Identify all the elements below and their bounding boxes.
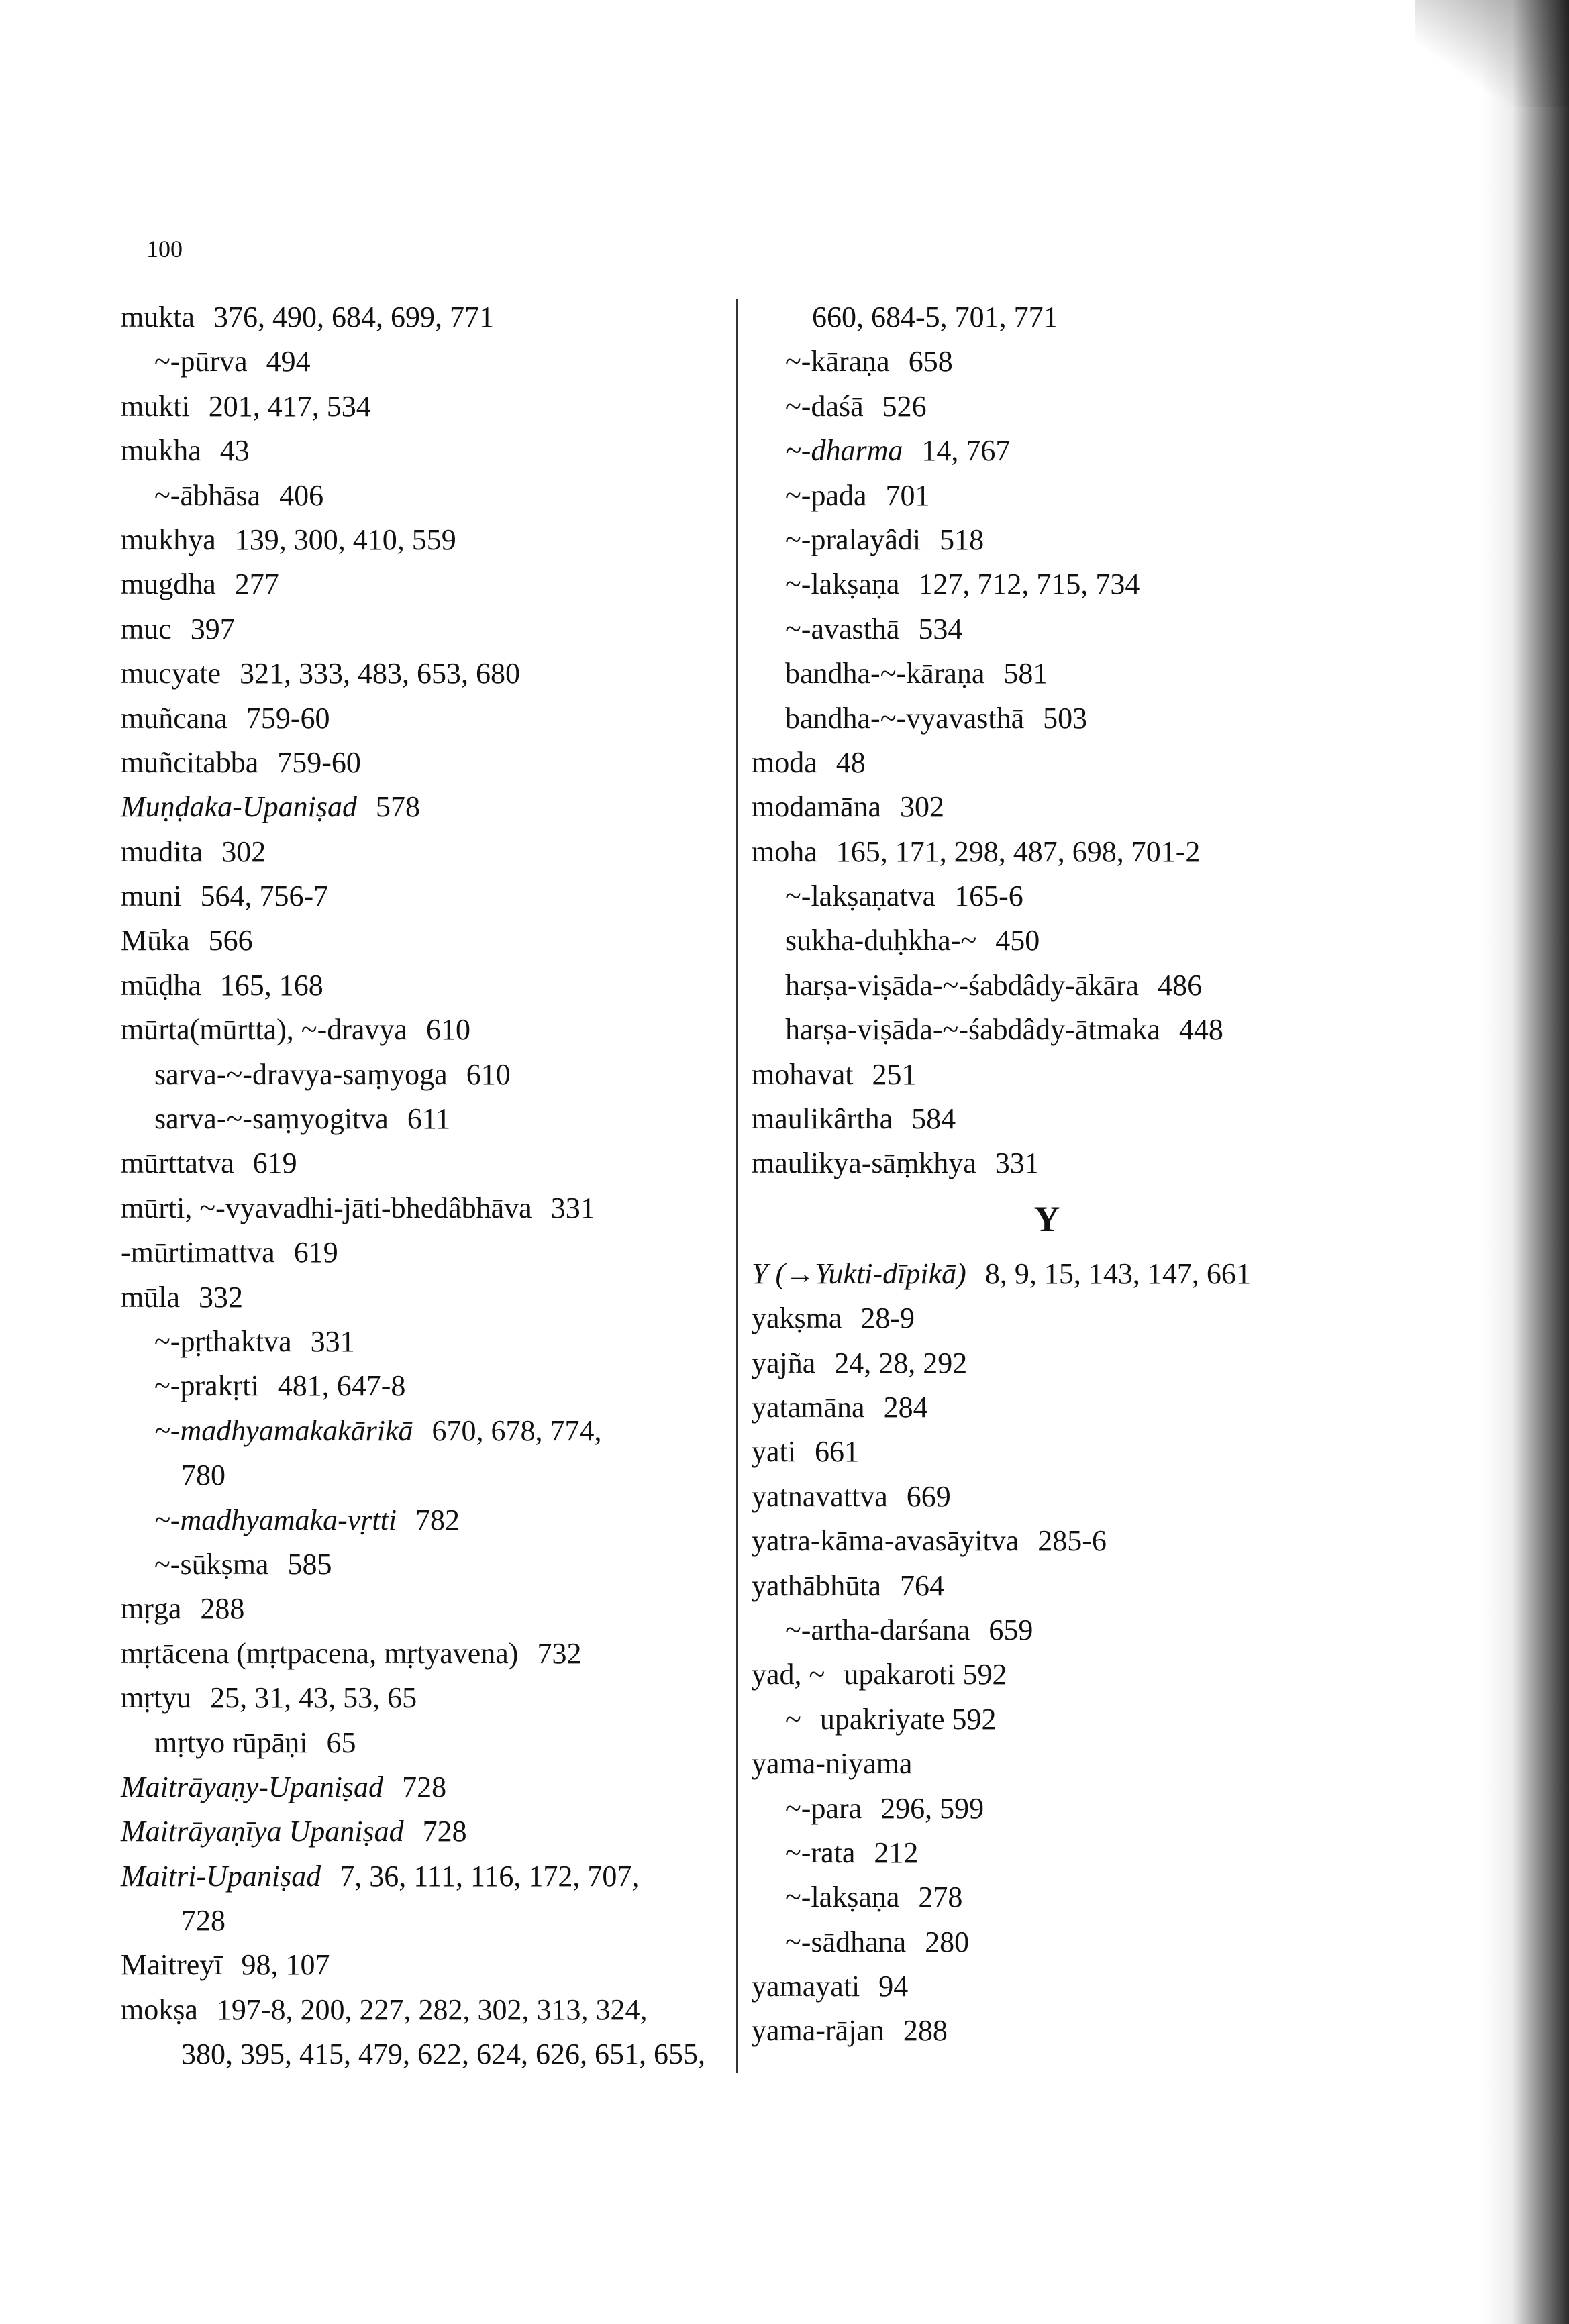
page-refs: 48 <box>836 745 866 779</box>
page-refs: 302 <box>900 790 945 824</box>
page-refs: 376, 490, 684, 699, 771 <box>213 301 494 333</box>
page-refs: 25, 31, 43, 53, 65 <box>210 1681 417 1715</box>
index-term: mūrti, ~-vyavadhi-jāti-bhedâbhāva <box>121 1191 532 1224</box>
index-entry <box>121 429 731 473</box>
index-term: Y (→Yukti-dīpikā) <box>752 1257 966 1290</box>
index-entry <box>752 474 1342 518</box>
page-refs: 397 <box>190 612 235 645</box>
index-entry <box>121 1721 731 1765</box>
index-term: -mūrtimattva <box>121 1236 275 1269</box>
index-term: ~-para <box>785 1791 862 1825</box>
page-refs: 331 <box>995 1147 1040 1180</box>
index-entry <box>752 918 1342 963</box>
index-term: ~-madhyamaka-vṛtti <box>154 1503 397 1536</box>
index-entry <box>121 741 731 785</box>
index-entry <box>121 518 731 562</box>
index-term: ~-pṛthaktva <box>154 1324 292 1358</box>
index-term: ~-rata <box>785 1836 856 1869</box>
index-entry <box>752 1296 1342 1340</box>
index-term: Maitri-Upaniṣad <box>121 1859 321 1893</box>
page-refs: 578 <box>375 790 420 824</box>
index-term: ~-sādhana <box>785 1925 907 1958</box>
index-entry <box>121 1453 731 1497</box>
index-term: mucyate <box>121 657 221 690</box>
index-entry <box>752 1608 1342 1652</box>
index-entry <box>121 295 731 339</box>
index-entry <box>121 1765 731 1809</box>
index-entry <box>121 2032 731 2076</box>
page-refs: 526 <box>882 389 927 423</box>
index-term: yakṣma <box>752 1302 842 1335</box>
page-refs: 566 <box>208 924 253 957</box>
left-column <box>121 295 731 2077</box>
index-entry <box>121 562 731 606</box>
section-heading: Y <box>1033 1198 1060 1239</box>
index-term: mukti <box>121 389 190 423</box>
index-entry <box>752 1564 1342 1608</box>
page-refs: 331 <box>550 1191 595 1224</box>
index-term: mṛtācena (mṛtpacena, mṛtyavena) <box>121 1636 519 1670</box>
index-term: mudita <box>121 835 203 868</box>
index-entry <box>752 963 1342 1008</box>
index-term: mokṣa <box>121 1993 198 2026</box>
index-term: sarva-~-dravya-saṃyoga <box>154 1057 448 1091</box>
index-entry <box>121 1542 731 1587</box>
index-term: ~-sūkṣma <box>154 1547 269 1581</box>
page-refs: 201, 417, 534 <box>208 389 371 423</box>
index-entry <box>121 1320 731 1364</box>
column-divider <box>736 299 738 2073</box>
index-entry <box>752 562 1342 606</box>
index-entry <box>121 1988 731 2032</box>
index-entry <box>752 830 1342 874</box>
index-term: mṛtyu <box>121 1681 192 1715</box>
page-refs: 619 <box>252 1147 297 1180</box>
index-term: muc <box>121 612 172 645</box>
index-entry <box>121 651 731 696</box>
index-entry <box>121 1053 731 1097</box>
index-term: yathābhūta <box>752 1569 882 1602</box>
index-entry <box>121 696 731 741</box>
page-refs: upakaroti 592 <box>844 1658 1007 1691</box>
index-term: yatnavattva <box>752 1479 888 1513</box>
page-refs: 728 <box>181 1904 225 1938</box>
index-entry <box>752 741 1342 785</box>
index-term: mūla <box>121 1280 180 1314</box>
index-term: mṛga <box>121 1592 182 1626</box>
index-entry <box>752 1341 1342 1385</box>
page-refs: 669 <box>906 1479 951 1513</box>
index-entry <box>752 696 1342 741</box>
index-entry <box>121 1275 731 1320</box>
index-entry <box>752 785 1342 829</box>
index-entry <box>121 607 731 651</box>
index-term: yatamāna <box>752 1390 865 1424</box>
page-refs: 139, 300, 410, 559 <box>234 523 456 556</box>
index-term: sukha-duḥkha-~ <box>785 924 977 957</box>
index-entry <box>752 1652 1342 1697</box>
index-entry <box>752 1141 1342 1185</box>
page-refs: 212 <box>874 1836 919 1869</box>
page-refs: 406 <box>279 478 324 512</box>
page-refs: 585 <box>287 1547 332 1581</box>
index-term: harṣa-viṣāda-~-śabdâdy-ākāra <box>785 968 1140 1002</box>
index-entry <box>121 1230 731 1275</box>
index-entry <box>121 339 731 384</box>
index-entry <box>752 1053 1342 1097</box>
page-refs: 534 <box>918 612 963 645</box>
index-term: ~-lakṣaṇa <box>785 568 900 601</box>
page-refs: 759-60 <box>277 745 361 779</box>
index-term: mugdha <box>121 568 216 601</box>
index-entry <box>752 607 1342 651</box>
index-term: yama-rājan <box>752 2014 884 2048</box>
index-term: ~-ābhāsa <box>154 478 261 512</box>
index-entry <box>121 1854 731 1899</box>
index-entry <box>121 1587 731 1631</box>
index-term: ~ <box>785 1702 801 1736</box>
index-term: ~-avasthā <box>785 612 900 645</box>
index-term: mṛtyo rūpāṇi <box>154 1726 308 1759</box>
index-term: moha <box>752 835 817 868</box>
page-refs: 296, 599 <box>880 1791 984 1825</box>
index-entry <box>121 1008 731 1052</box>
page-refs: 564, 756-7 <box>200 880 329 913</box>
page-refs: 43 <box>219 434 250 468</box>
index-term: yama-niyama <box>752 1747 913 1781</box>
page-refs: 251 <box>872 1057 917 1091</box>
index-entry <box>752 1964 1342 2009</box>
page-refs: 581 <box>1003 657 1048 690</box>
index-entry <box>752 384 1342 429</box>
index-term: maulikârtha <box>752 1102 893 1136</box>
page-refs: 658 <box>908 345 953 378</box>
index-term: muñcitabba <box>121 745 259 779</box>
index-entry <box>121 963 731 1008</box>
page-refs: 732 <box>537 1636 582 1670</box>
index-term: yamayati <box>752 1970 860 2003</box>
index-entry <box>752 1831 1342 1875</box>
index-term: ~-pralayâdi <box>785 523 921 556</box>
index-term: Maitrāyaṇīya Upaniṣad <box>121 1815 404 1848</box>
page-refs: 728 <box>422 1815 467 1848</box>
page-refs: 780 <box>181 1459 225 1492</box>
index-term: ~-pūrva <box>154 345 248 378</box>
index-term: yatra-kāma-avasāyitva <box>752 1524 1019 1558</box>
page-refs: 611 <box>407 1102 451 1136</box>
index-entry <box>121 1676 731 1720</box>
page-refs: 728 <box>402 1770 447 1803</box>
index-entry <box>752 429 1342 473</box>
page-refs: 165, 168 <box>219 968 323 1002</box>
page-number: 100 <box>146 235 183 262</box>
index-entry <box>121 785 731 829</box>
page-refs: 197-8, 200, 227, 282, 302, 313, 324, <box>216 1993 648 2026</box>
index-entry <box>752 518 1342 562</box>
page-refs: 518 <box>940 523 984 556</box>
index-term: maulikya-sāṃkhya <box>752 1147 976 1180</box>
index-term: bandha-~-vyavasthā <box>785 701 1025 735</box>
index-term: bandha-~-kāraṇa <box>785 657 985 690</box>
index-entry <box>121 1186 731 1230</box>
index-entry <box>752 2009 1342 2053</box>
index-entry <box>121 1097 731 1141</box>
index-entry <box>121 384 731 429</box>
index-term: mukha <box>121 434 201 468</box>
page-refs: 284 <box>883 1390 928 1424</box>
page-refs: 28-9 <box>860 1302 915 1335</box>
right-column <box>752 295 1342 2054</box>
index-term: mukhya <box>121 523 216 556</box>
index-entry <box>121 830 731 874</box>
page-refs: 584 <box>911 1102 956 1136</box>
index-entry <box>121 1498 731 1542</box>
index-term: ~-artha-darśana <box>785 1613 970 1646</box>
index-entry <box>121 918 731 963</box>
index-entry <box>752 1920 1342 1964</box>
index-entry <box>121 1364 731 1408</box>
index-term: muñcana <box>121 701 227 735</box>
index-term: ~-madhyamakakārikā <box>154 1414 413 1447</box>
index-term: modamāna <box>752 790 882 824</box>
index-entry <box>752 1697 1342 1742</box>
page-refs: 610 <box>466 1057 511 1091</box>
index-entry <box>752 1430 1342 1474</box>
index-entry <box>121 1809 731 1854</box>
binding-shadow <box>1482 0 1569 2324</box>
index-term: ~-kāraṇa <box>785 345 890 378</box>
page-refs: 759-60 <box>246 701 330 735</box>
index-entry <box>121 874 731 918</box>
page-refs: 782 <box>415 1503 460 1536</box>
page-refs: 94 <box>878 1970 909 2003</box>
index-term: moda <box>752 745 817 779</box>
page-refs: 280 <box>925 1925 970 1958</box>
page-refs: 659 <box>989 1613 1033 1646</box>
index-entry <box>752 1475 1342 1519</box>
index-term: ~-pada <box>785 478 867 512</box>
page-refs: 701 <box>885 478 930 512</box>
index-entry <box>752 651 1342 696</box>
page-refs: 764 <box>900 1569 945 1602</box>
index-term: ~-dharma <box>785 434 903 468</box>
index-entry <box>752 339 1342 384</box>
index-term: harṣa-viṣāda-~-śabdâdy-ātmaka <box>785 1013 1160 1047</box>
index-entry <box>752 1875 1342 1919</box>
page-refs: 24, 28, 292 <box>834 1346 968 1379</box>
page-refs: 610 <box>425 1013 470 1047</box>
index-term: yad, ~ <box>752 1658 825 1691</box>
index-term: ~-lakṣaṇa <box>785 1881 900 1914</box>
index-term: Muṇḍaka-Upaniṣad <box>121 790 357 824</box>
index-term: yati <box>752 1435 796 1469</box>
index-term: mūḍha <box>121 968 201 1002</box>
index-entry <box>121 474 731 518</box>
page-refs: 165, 171, 298, 487, 698, 701-2 <box>836 835 1201 868</box>
index-entry <box>752 1519 1342 1563</box>
index-entry <box>121 1632 731 1676</box>
index-term: Maitrāyaṇy-Upaniṣad <box>121 1770 384 1803</box>
index-entry <box>121 1899 731 1943</box>
index-term: ~-daśā <box>785 389 864 423</box>
index-entry <box>752 1787 1342 1831</box>
page-refs: 331 <box>310 1324 355 1358</box>
page-refs: 450 <box>995 924 1040 957</box>
page-refs: 302 <box>221 835 266 868</box>
index-term: Mūka <box>121 924 190 957</box>
page-refs: 380, 395, 415, 479, 622, 624, 626, 651, 655, <box>181 2038 705 2071</box>
index-term: mohavat <box>752 1057 854 1091</box>
index-term: Maitreyī <box>121 1948 223 1982</box>
index-entry <box>752 1008 1342 1052</box>
page-refs: 670, 678, 774, <box>432 1414 602 1447</box>
page-refs: 285-6 <box>1037 1524 1107 1558</box>
index-term: mūrttatva <box>121 1147 234 1180</box>
page-refs: 278 <box>918 1881 963 1914</box>
page-refs: 448 <box>1178 1013 1223 1047</box>
index-term: ~-lakṣaṇatva <box>785 880 936 913</box>
index-term: mukta <box>121 301 195 333</box>
index-entry <box>752 874 1342 918</box>
index-entry <box>121 1141 731 1185</box>
index-entry <box>752 1742 1342 1786</box>
page-refs: 14, 767 <box>921 434 1011 468</box>
page-refs: 321, 333, 483, 653, 680 <box>240 657 521 690</box>
index-entry <box>121 1943 731 1987</box>
page-refs: 619 <box>293 1236 338 1269</box>
index-term: yajña <box>752 1346 816 1379</box>
page-refs: 98, 107 <box>241 1948 330 1982</box>
page-refs: 288 <box>903 2014 948 2048</box>
index-entry <box>121 1409 731 1453</box>
page-refs: 494 <box>266 345 311 378</box>
page-refs: 8, 9, 15, 143, 147, 661 <box>984 1257 1251 1290</box>
index-entry <box>752 1252 1342 1296</box>
page-refs: 127, 712, 715, 734 <box>918 568 1140 601</box>
page-refs: upakriyate 592 <box>819 1702 997 1736</box>
page-refs: 486 <box>1158 968 1203 1002</box>
index-term: mūrta(mūrtta), ~-dravya <box>121 1013 407 1047</box>
page-refs: 481, 647-8 <box>277 1369 406 1403</box>
index-entry <box>752 1385 1342 1430</box>
page-refs: 660, 684-5, 701, 771 <box>812 301 1058 333</box>
page-refs: 277 <box>234 568 279 601</box>
page-refs: 65 <box>326 1726 356 1759</box>
page-refs: 503 <box>1043 701 1088 735</box>
index-entry <box>752 1097 1342 1141</box>
index-term: sarva-~-saṃyogitva <box>154 1102 389 1136</box>
index-term: muni <box>121 880 182 913</box>
page-refs: 7, 36, 111, 116, 172, 707, <box>340 1859 640 1893</box>
index-entry <box>752 295 1342 339</box>
page-refs: 165-6 <box>954 880 1023 913</box>
index-term: ~-prakṛti <box>154 1369 259 1403</box>
page-refs: 332 <box>198 1280 243 1314</box>
page-refs: 661 <box>814 1435 859 1469</box>
page-refs: 288 <box>200 1592 245 1626</box>
